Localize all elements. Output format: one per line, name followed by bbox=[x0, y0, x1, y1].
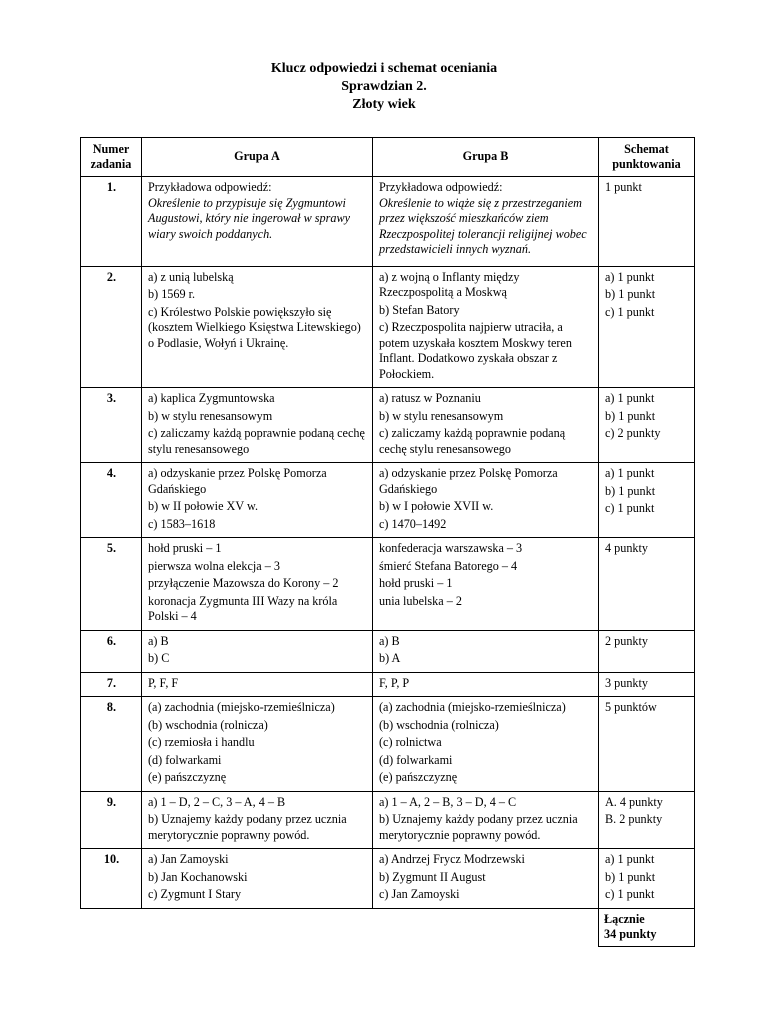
answer-line: c) Zygmunt I Stary bbox=[148, 887, 242, 901]
answer-line: (a) zachodnia (miejsko-rzemieślnicza) bbox=[379, 700, 566, 714]
score-line: A. 4 punkty bbox=[605, 794, 663, 809]
answer-line: a) B bbox=[148, 633, 169, 648]
task-number: 4. bbox=[81, 463, 142, 538]
answer-line: b) w I połowie XVII w. bbox=[379, 499, 494, 513]
score-line: a) 1 punkt bbox=[605, 269, 655, 284]
answer-key-table bbox=[80, 137, 695, 947]
scoring-cell bbox=[599, 538, 695, 631]
group-b-answer bbox=[373, 538, 599, 631]
task-number: 7. bbox=[81, 672, 142, 697]
total-row bbox=[81, 908, 695, 946]
answer-line: (d) folwarkami bbox=[379, 752, 453, 767]
task-number: 6. bbox=[81, 630, 142, 672]
table-row bbox=[81, 538, 695, 631]
group-b-answer bbox=[373, 266, 599, 388]
answer-line: (c) rzemiosła i handlu bbox=[148, 735, 255, 749]
group-a-answer bbox=[142, 849, 373, 909]
answer-line: b) Uznajemy każdy podany przez ucznia merytorycznie poprawny powód. bbox=[148, 812, 347, 842]
table-header-row bbox=[81, 138, 695, 177]
answer-line: unia lubelska – 2 bbox=[379, 593, 462, 608]
answer-line: a) kaplica Zygmuntowska bbox=[148, 391, 275, 405]
score-line: c) 2 punkty bbox=[605, 426, 661, 440]
group-a-answer bbox=[142, 697, 373, 792]
answer-line: b) Zygmunt II August bbox=[379, 869, 486, 884]
answer-line: przyłączenie Mazowsza do Korony – 2 bbox=[148, 576, 339, 590]
header-group-a: Grupa A bbox=[142, 138, 373, 177]
answer-line: a) Andrzej Frycz Modrzewski bbox=[379, 852, 525, 866]
table-row bbox=[81, 697, 695, 792]
score-line: b) 1 punkt bbox=[605, 869, 656, 884]
answer-line: hołd pruski – 1 bbox=[148, 541, 222, 555]
table-row bbox=[81, 266, 695, 388]
answer-line: b) C bbox=[148, 651, 170, 665]
answer-intro: Przykładowa odpowiedź: bbox=[148, 180, 272, 194]
group-a-answer bbox=[142, 630, 373, 672]
answer-example: Określenie to przypisuje się Zygmuntowi Augustowi, który nie ingerował w sprawy wiary swoich poddanych. bbox=[148, 195, 350, 241]
score-line: a) 1 punkt bbox=[605, 852, 655, 866]
group-a-answer bbox=[142, 791, 373, 849]
total-points bbox=[599, 908, 695, 946]
scoring-cell bbox=[599, 463, 695, 538]
answer-line: (a) zachodnia (miejsko-rzemieślnicza) bbox=[148, 700, 335, 714]
answer-line: c) zaliczamy każdą poprawnie podaną cechę stylu renesansowego bbox=[148, 426, 365, 456]
answer-line: c) Jan Zamoyski bbox=[379, 887, 460, 901]
scoring-cell bbox=[599, 177, 695, 267]
answer-line: (e) pańszczyznę bbox=[379, 770, 458, 784]
answer-line: c) zaliczamy każdą poprawnie podaną cechę stylu renesansowego bbox=[379, 426, 566, 456]
table-row bbox=[81, 177, 695, 267]
answer-line: a) z wojną o Inflanty między Rzeczpospolitą a Moskwą bbox=[379, 269, 520, 299]
answer-line: konfederacja warszawska – 3 bbox=[379, 541, 523, 555]
header-task-number: Numer zadania bbox=[81, 138, 142, 177]
answer-line: b) Uznajemy każdy podany przez ucznia merytorycznie poprawny powód. bbox=[379, 812, 578, 842]
answer-line: koronacja Zygmunta III Wazy na króla Polski – 4 bbox=[148, 593, 338, 623]
answer-line: b) w II połowie XV w. bbox=[148, 499, 259, 513]
header-scoring-scheme: Schemat punktowania bbox=[599, 138, 695, 177]
answer-line: b) Jan Kochanowski bbox=[148, 869, 248, 884]
answer-line: (c) rolnictwa bbox=[379, 735, 442, 749]
group-a-answer bbox=[142, 538, 373, 631]
group-a-answer bbox=[142, 266, 373, 388]
group-b-answer bbox=[373, 177, 599, 267]
score-line: 1 punkt bbox=[605, 180, 642, 194]
scoring-cell bbox=[599, 849, 695, 909]
group-a-answer bbox=[142, 672, 373, 697]
scoring-cell bbox=[599, 791, 695, 849]
answer-line: pierwsza wolna elekcja – 3 bbox=[148, 558, 280, 573]
answer-intro: Przykładowa odpowiedź: bbox=[379, 180, 503, 194]
group-b-answer bbox=[373, 697, 599, 792]
score-line: c) 1 punkt bbox=[605, 501, 655, 515]
score-line: c) 1 punkt bbox=[605, 887, 655, 901]
group-b-answer bbox=[373, 630, 599, 672]
title-line-2: Sprawdzian 2. bbox=[341, 79, 427, 94]
scoring-cell bbox=[599, 388, 695, 463]
scoring-cell bbox=[599, 266, 695, 388]
score-line: b) 1 punkt bbox=[605, 483, 656, 498]
score-line: a) 1 punkt bbox=[605, 466, 655, 480]
total-label: Łącznie bbox=[604, 911, 645, 926]
table-row bbox=[81, 672, 695, 697]
answer-line: a) ratusz w Poznaniu bbox=[379, 391, 481, 405]
task-number: 2. bbox=[81, 266, 142, 388]
answer-line: c) 1583–1618 bbox=[148, 516, 216, 531]
answer-line: c) Królestwo Polskie powiększyło się (kosztem Wielkiego Księstwa Litewskiego) o Podlasie, Wołyń i Ukrainę. bbox=[148, 304, 361, 350]
table-row bbox=[81, 791, 695, 849]
score-line: B. 2 punkty bbox=[605, 812, 663, 826]
score-line: a) 1 punkt bbox=[605, 391, 655, 405]
answer-line: a) B bbox=[379, 633, 400, 648]
group-b-answer bbox=[373, 463, 599, 538]
answer-line: c) Rzeczpospolita najpierw utraciła, a potem uzyskała kosztem Moskwy teren Inflant. Dodatkowo zyskała obszar z Połockiem. bbox=[379, 320, 572, 381]
score-line: 5 punktów bbox=[605, 700, 657, 714]
total-value: 34 punkty bbox=[604, 927, 657, 941]
empty-cell bbox=[81, 908, 142, 946]
score-line: 3 punkty bbox=[605, 675, 648, 690]
table-row bbox=[81, 388, 695, 463]
answer-line: b) 1569 r. bbox=[148, 287, 196, 301]
answer-line: b) w stylu renesansowym bbox=[379, 408, 504, 423]
task-number: 10. bbox=[81, 849, 142, 909]
answer-line: a) odzyskanie przez Polskę Pomorza Gdańskiego bbox=[148, 466, 327, 496]
group-a-answer bbox=[142, 463, 373, 538]
answer-example: Określenie to wiąże się z przestrzeganiem przez większość mieszkańców ziem Rzeczpospolitej tolerancji religijnej wobec przedstawicieli innych wyznań. bbox=[379, 195, 587, 256]
group-b-answer bbox=[373, 388, 599, 463]
answer-line: (d) folwarkami bbox=[148, 752, 222, 767]
answer-line: a) z unią lubelską bbox=[148, 269, 234, 284]
table-row bbox=[81, 463, 695, 538]
answer-line: a) 1 – A, 2 – B, 3 – D, 4 – C bbox=[379, 794, 517, 809]
empty-cell bbox=[373, 908, 599, 946]
answer-line: (b) wschodnia (rolnicza) bbox=[148, 717, 268, 732]
score-line: c) 1 punkt bbox=[605, 304, 655, 319]
task-number: 5. bbox=[81, 538, 142, 631]
answer-line: (b) wschodnia (rolnicza) bbox=[379, 717, 499, 732]
table-row bbox=[81, 630, 695, 672]
table-row bbox=[81, 849, 695, 909]
title-line-1: Klucz odpowiedzi i schemat oceniania bbox=[270, 61, 498, 76]
empty-cell bbox=[142, 908, 373, 946]
document-title bbox=[0, 60, 768, 114]
score-line: 2 punkty bbox=[605, 633, 648, 648]
scoring-cell bbox=[599, 672, 695, 697]
answer-line: (e) pańszczyznę bbox=[148, 770, 227, 784]
answer-line: P, F, F bbox=[148, 675, 179, 690]
task-number: 3. bbox=[81, 388, 142, 463]
score-line: b) 1 punkt bbox=[605, 408, 656, 423]
answer-line: b) A bbox=[379, 651, 401, 665]
header-group-b: Grupa B bbox=[373, 138, 599, 177]
group-b-answer bbox=[373, 849, 599, 909]
answer-line: śmierć Stefana Batorego – 4 bbox=[379, 558, 518, 573]
score-line: b) 1 punkt bbox=[605, 287, 656, 301]
score-line: 4 punkty bbox=[605, 541, 648, 555]
group-a-answer bbox=[142, 388, 373, 463]
group-b-answer bbox=[373, 672, 599, 697]
group-b-answer bbox=[373, 791, 599, 849]
task-number: 8. bbox=[81, 697, 142, 792]
answer-line: b) Stefan Batory bbox=[379, 302, 460, 317]
answer-line: c) 1470–1492 bbox=[379, 516, 447, 531]
answer-line: a) odzyskanie przez Polskę Pomorza Gdańskiego bbox=[379, 466, 558, 496]
answer-line: F, P, P bbox=[379, 675, 410, 690]
answer-line: hołd pruski – 1 bbox=[379, 576, 453, 590]
task-number: 1. bbox=[81, 177, 142, 267]
title-line-3: Złoty wiek bbox=[352, 97, 416, 112]
scoring-cell bbox=[599, 630, 695, 672]
answer-line: a) 1 – D, 2 – C, 3 – A, 4 – B bbox=[148, 794, 286, 809]
answer-line: a) Jan Zamoyski bbox=[148, 852, 229, 866]
scoring-cell bbox=[599, 697, 695, 792]
task-number: 9. bbox=[81, 791, 142, 849]
group-a-answer bbox=[142, 177, 373, 267]
answer-line: b) w stylu renesansowym bbox=[148, 408, 273, 423]
